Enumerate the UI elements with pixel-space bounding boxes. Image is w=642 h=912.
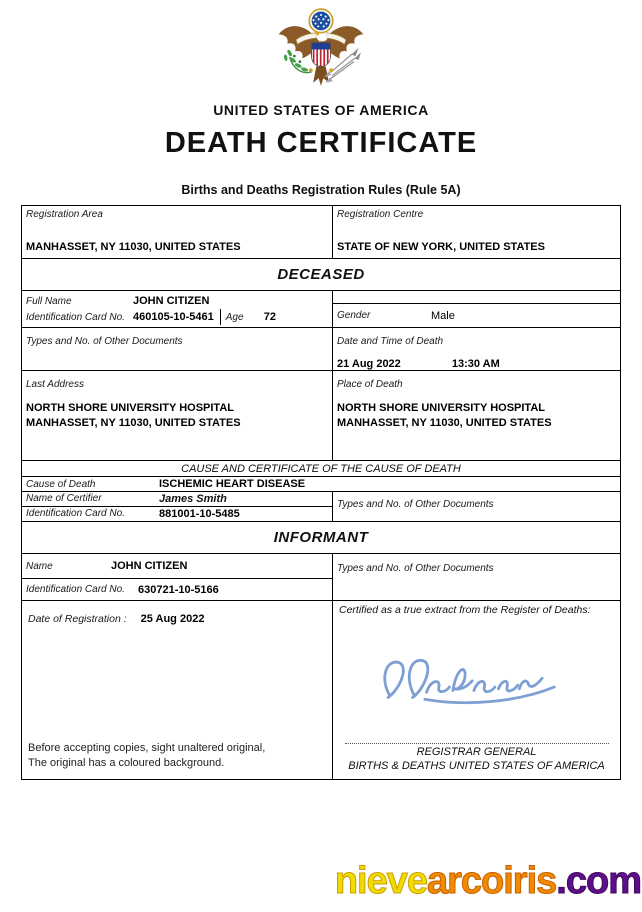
age-cell [220, 309, 316, 325]
cause-of-death-value: ISCHEMIC HEART DISEASE [159, 478, 306, 490]
death-datetime-cell [333, 328, 620, 370]
date-of-registration-label: Date of Registration : [28, 613, 127, 625]
registrar-organization: BIRTHS & DEATHS UNITED STATES OF AMERICA [348, 759, 605, 772]
certifier-name-value: James Smith [159, 492, 227, 505]
certificate-subtitle: Births and Deaths Registration Rules (Rule 5A) [181, 183, 461, 197]
place-of-death-cell [333, 371, 620, 460]
informant-id-value: 630721-10-5166 [138, 583, 219, 596]
registration-row [22, 206, 620, 259]
certified-extract-cell [333, 601, 620, 779]
copy-notice-line1: Before accepting copies, sight unaltered original, [28, 742, 266, 754]
deceased-other-docs-label: Types and No. of Other Documents [26, 336, 183, 347]
watermark-part3: .com [556, 860, 641, 902]
age-label: Age [225, 311, 244, 323]
registration-centre-label: Registration Centre [337, 209, 424, 220]
registrar-title: REGISTRAR GENERAL [416, 746, 537, 758]
registration-centre-value: STATE OF NEW YORK, UNITED STATES [337, 241, 545, 253]
watermark-part2: arcoiris [426, 860, 557, 902]
gender-empty-strip [333, 291, 620, 304]
last-address-label: Last Address [26, 379, 84, 390]
place-of-death-line1: NORTH SHORE UNIVERSITY HOSPITAL [337, 402, 546, 414]
registration-area-cell [22, 206, 333, 258]
cause-other-docs-cell [333, 492, 620, 521]
registrar-row [22, 601, 620, 779]
watermark-part1: nieve [334, 860, 427, 902]
cause-section-header: CAUSE AND CERTIFICATE OF THE CAUSE OF DEATH [22, 461, 620, 477]
last-address-line1: NORTH SHORE UNIVERSITY HOSPITAL [26, 402, 235, 414]
certifier-cells [22, 492, 333, 521]
copy-notice-line2: The original has a coloured background. [28, 757, 225, 769]
deceased-id-card-value: 460105-10-5461 [133, 311, 214, 323]
cause-of-death-label: Cause of Death [26, 478, 96, 490]
certifier-row [22, 492, 620, 522]
emblem-container [0, 0, 642, 98]
registration-area-label: Registration Area [26, 209, 103, 220]
deceased-other-docs-cell [22, 328, 333, 370]
registrar-signature [374, 652, 579, 708]
date-of-registration-value: 25 Aug 2022 [140, 613, 205, 625]
certifier-id-value: 881001-10-5485 [159, 507, 240, 520]
us-great-seal-eagle-icon [274, 8, 368, 98]
registration-centre-cell [333, 206, 620, 258]
informant-row [22, 554, 620, 601]
last-address-line2: MANHASSET, NY 11030, UNITED STATES [26, 417, 241, 429]
address-row [22, 371, 620, 461]
certificate-title: DEATH CERTIFICATE [164, 127, 478, 159]
age-value: 72 [263, 311, 276, 323]
deceased-identity-row [22, 291, 620, 328]
gender-cell [333, 291, 620, 327]
gender-value: Male [431, 309, 455, 322]
certified-extract-label: Certified as a true extract from the Register of Deaths: [339, 604, 591, 616]
certificate-table [21, 205, 621, 780]
cause-of-death-row [22, 477, 620, 492]
informant-section-header: INFORMANT [22, 522, 620, 554]
informant-other-docs-label: Types and No. of Other Documents [337, 563, 494, 574]
informant-other-docs-cell [333, 554, 620, 600]
deceased-name-id-cell [22, 291, 333, 327]
informant-name-label: Name [26, 560, 53, 572]
watermark [335, 862, 641, 900]
docs-death-row [22, 328, 620, 371]
gender-label: Gender [337, 310, 371, 321]
full-name-value: JOHN CITIZEN [133, 295, 210, 307]
country-heading: UNITED STATES OF AMERICA [213, 102, 429, 118]
death-datetime-label: Date and Time of Death [337, 336, 444, 347]
death-time-value: 13:30 AM [451, 358, 500, 370]
place-of-death-label: Place of Death [337, 379, 403, 390]
informant-name-value: JOHN CITIZEN [111, 560, 188, 572]
last-address-cell [22, 371, 333, 460]
copy-notice [28, 741, 326, 771]
certifier-id-label: Identification Card No. [26, 508, 125, 520]
registration-date-cell [22, 601, 333, 779]
full-name-label: Full Name [26, 295, 72, 307]
death-date-value: 21 Aug 2022 [337, 358, 401, 370]
informant-id-label: Identification Card No. [26, 584, 125, 595]
deceased-id-card-label: Identification Card No. [26, 311, 125, 323]
signature-dotted-line [345, 743, 609, 744]
place-of-death-line2: MANHASSET, NY 11030, UNITED STATES [337, 417, 552, 429]
signature-zone [339, 616, 614, 743]
cause-other-docs-label: Types and No. of Other Documents [337, 499, 494, 510]
registration-area-value: MANHASSET, NY 11030, UNITED STATES [26, 241, 241, 253]
certifier-name-label: Name of Certifier [26, 493, 102, 505]
deceased-section-header: DECEASED [22, 259, 620, 291]
informant-cells [22, 554, 333, 600]
